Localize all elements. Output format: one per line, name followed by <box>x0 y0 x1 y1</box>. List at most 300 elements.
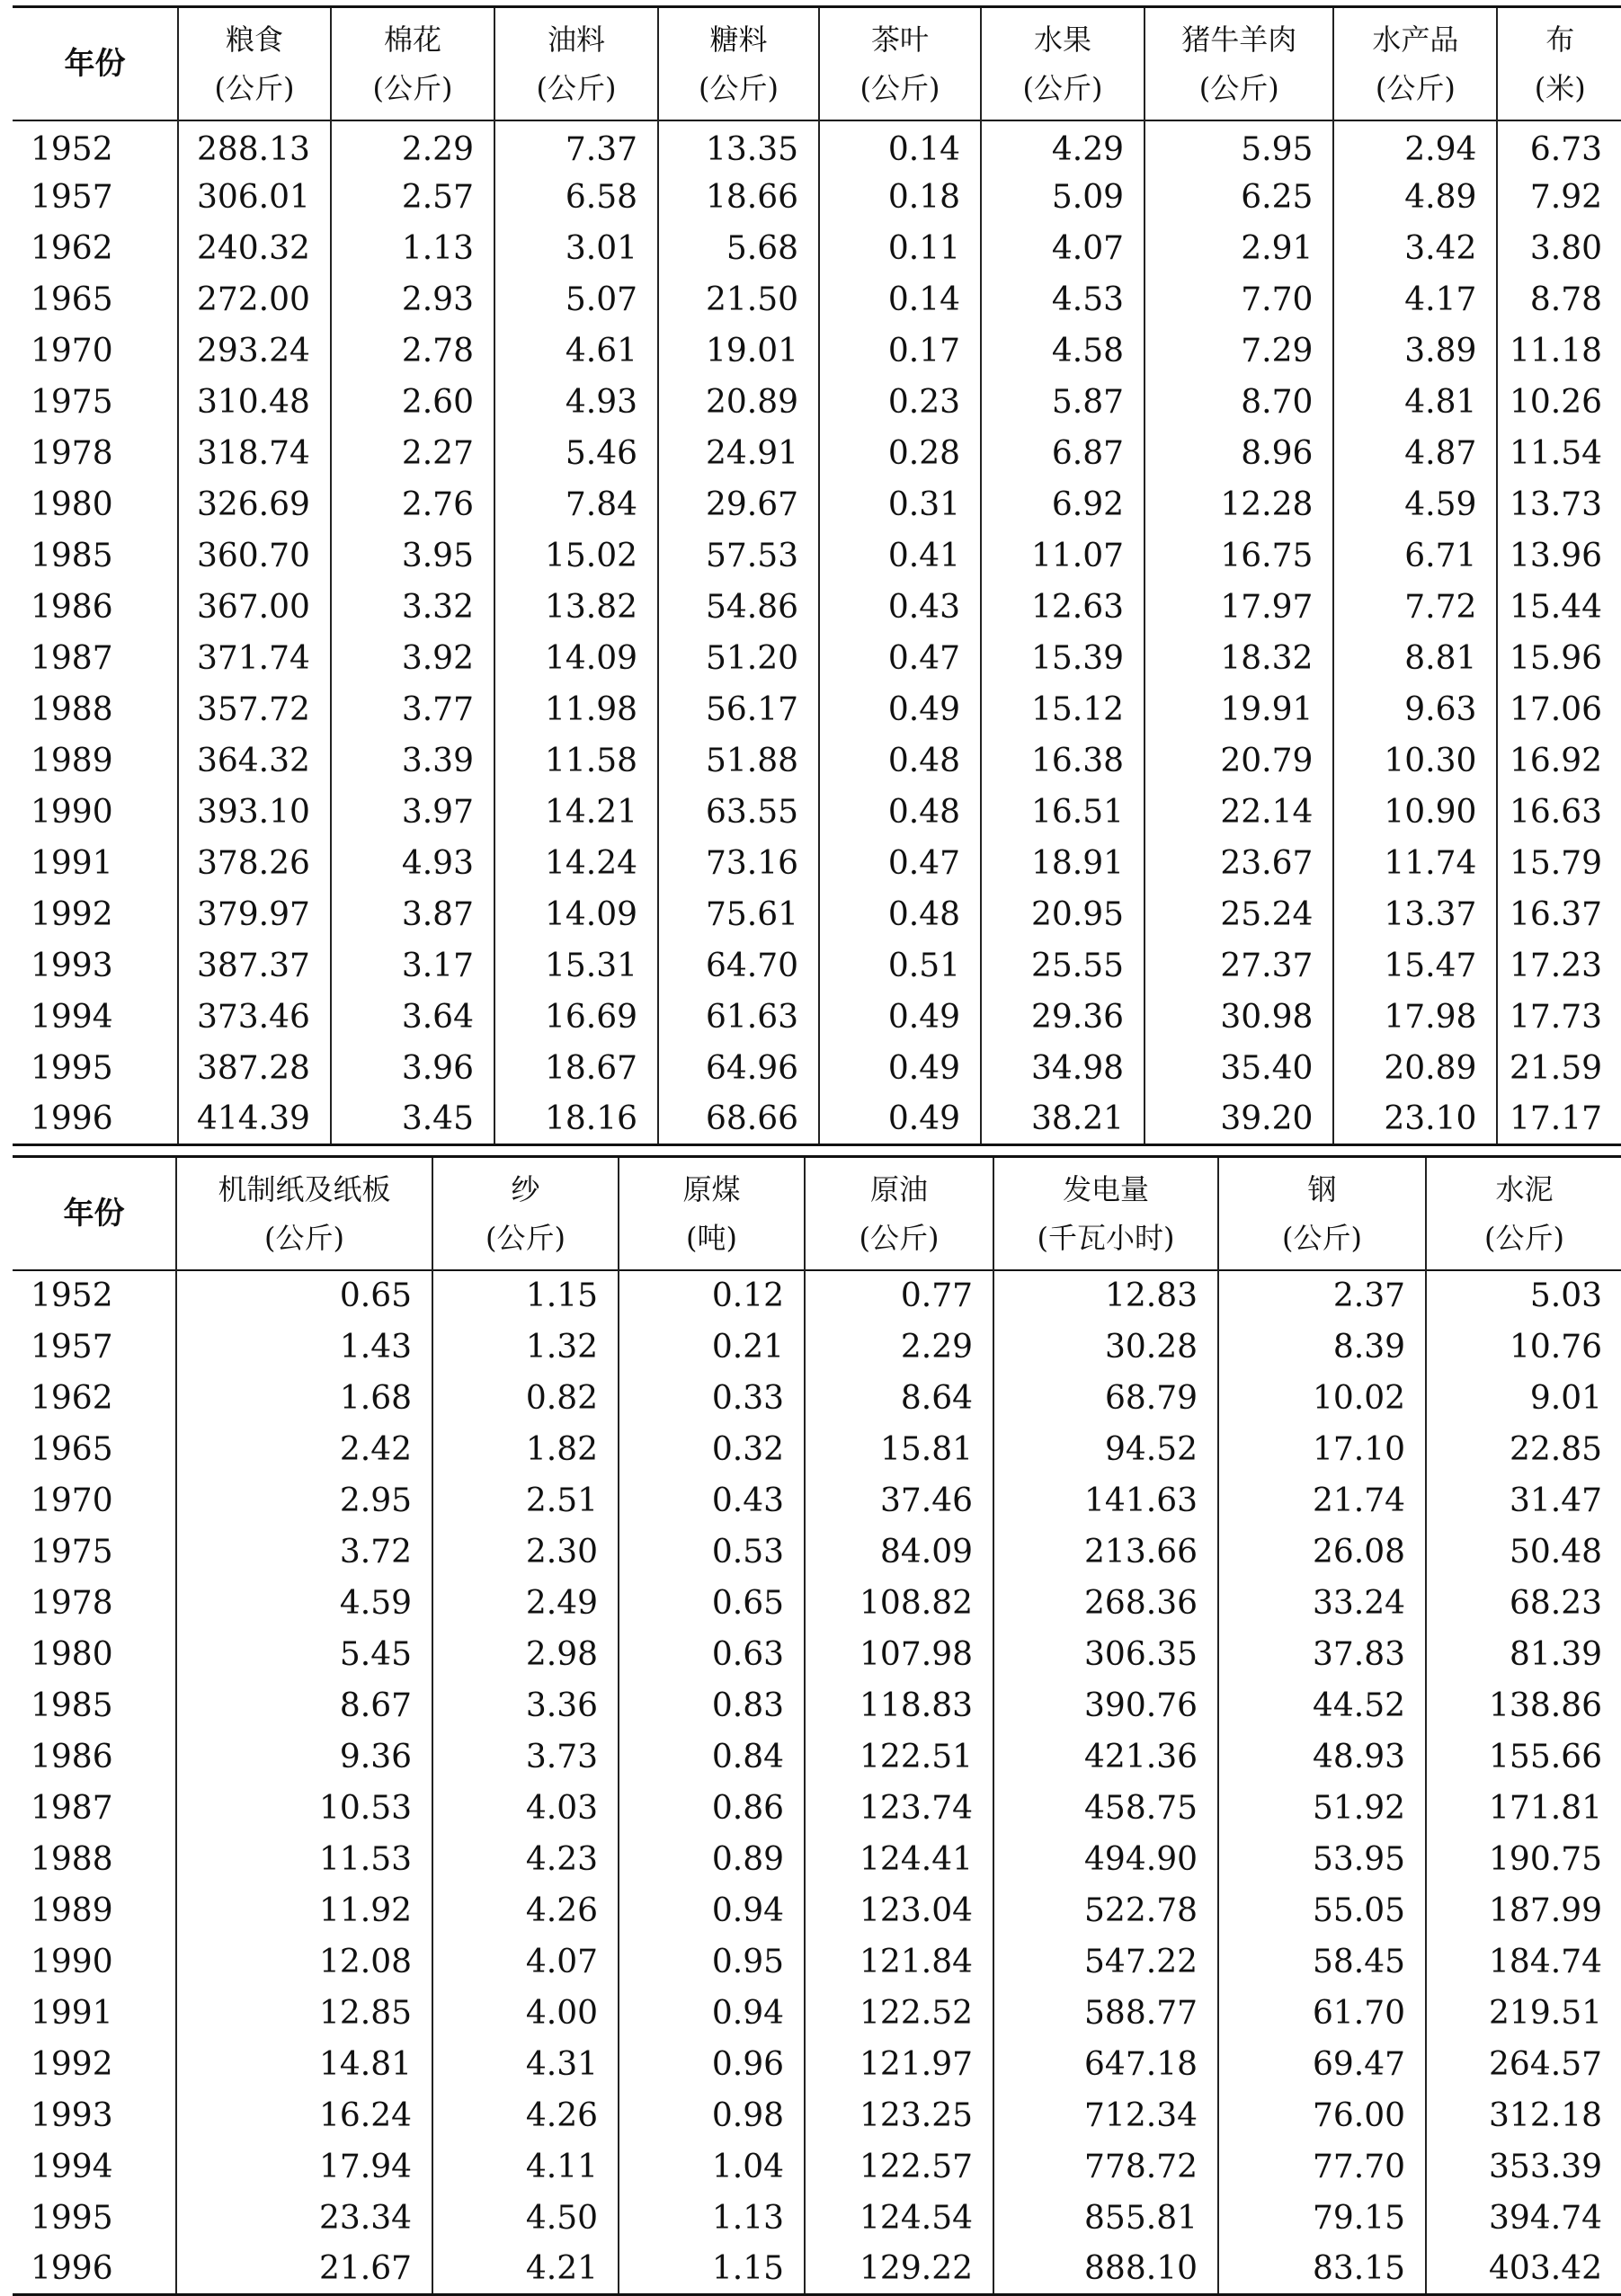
value-cell: 0.49 <box>819 1043 981 1094</box>
value-cell: 13.35 <box>658 120 819 172</box>
value-cell: 5.03 <box>1426 1270 1621 1322</box>
table-row <box>13 223 1621 274</box>
value-cell: 4.58 <box>981 325 1144 377</box>
table-row <box>13 1731 1621 1783</box>
value-cell: 51.92 <box>1218 1783 1426 1834</box>
value-cell: 18.67 <box>494 1043 658 1094</box>
value-cell: 1.82 <box>432 1424 619 1475</box>
table-row <box>13 274 1621 325</box>
value-cell: 6.92 <box>981 479 1144 530</box>
value-cell: 21.67 <box>176 2244 432 2295</box>
value-cell: 3.80 <box>1497 223 1621 274</box>
value-cell: 14.09 <box>494 633 658 684</box>
value-cell: 312.18 <box>1426 2090 1621 2141</box>
table-row <box>13 172 1621 223</box>
value-cell: 61.63 <box>658 992 819 1043</box>
value-cell: 34.98 <box>981 1043 1144 1094</box>
value-cell: 10.90 <box>1333 787 1497 838</box>
value-cell: 11.07 <box>981 530 1144 582</box>
column-header-label: 猪牛羊肉 <box>1181 22 1297 57</box>
value-cell: 10.53 <box>176 1783 432 1834</box>
value-cell: 13.37 <box>1333 889 1497 940</box>
value-cell: 7.70 <box>1144 274 1333 325</box>
value-cell: 15.39 <box>981 633 1144 684</box>
value-cell: 367.00 <box>178 582 331 633</box>
value-cell: 123.74 <box>805 1783 993 1834</box>
value-cell: 1.15 <box>432 1270 619 1322</box>
year-cell: 1952 <box>31 1277 113 1314</box>
value-cell: 353.39 <box>1426 2141 1621 2193</box>
value-cell: 68.66 <box>658 1094 819 1145</box>
year-cell: 1975 <box>31 383 113 421</box>
column-header-unit: (吨) <box>686 1220 737 1255</box>
value-cell: 0.12 <box>619 1270 805 1322</box>
year-cell: 1989 <box>31 1891 113 1929</box>
value-cell: 0.49 <box>819 1094 981 1145</box>
value-cell: 0.86 <box>619 1783 805 1834</box>
value-cell: 24.91 <box>658 428 819 479</box>
table-row <box>13 1094 1621 1145</box>
table-row <box>13 1834 1621 1885</box>
value-cell: 4.50 <box>432 2193 619 2244</box>
value-cell: 5.95 <box>1144 120 1333 172</box>
value-cell: 5.87 <box>981 377 1144 428</box>
year-cell: 1991 <box>31 1994 113 2032</box>
year-cell: 1996 <box>31 2249 113 2287</box>
value-cell: 0.32 <box>619 1424 805 1475</box>
value-cell: 83.15 <box>1218 2244 1426 2295</box>
value-cell: 31.47 <box>1426 1475 1621 1526</box>
table-row <box>13 2141 1621 2193</box>
column-header-label: 纱 <box>511 1171 540 1206</box>
value-cell: 11.58 <box>494 735 658 787</box>
value-cell: 0.53 <box>619 1526 805 1578</box>
industrial-products-table <box>13 1155 1621 2296</box>
value-cell: 94.52 <box>993 1424 1218 1475</box>
value-cell: 171.81 <box>1426 1783 1621 1834</box>
column-header-label: 发电量 <box>1062 1171 1149 1206</box>
value-cell: 2.78 <box>331 325 494 377</box>
value-cell: 318.74 <box>178 428 331 479</box>
value-cell: 79.15 <box>1218 2193 1426 2244</box>
column-header <box>993 1157 1218 1270</box>
value-cell: 2.37 <box>1218 1270 1426 1322</box>
table-row <box>13 1424 1621 1475</box>
column-header-unit: (公斤) <box>372 70 453 105</box>
column-header-unit: (公斤) <box>859 1220 940 1255</box>
value-cell: 15.12 <box>981 684 1144 735</box>
value-cell: 11.74 <box>1333 838 1497 889</box>
table-row <box>13 120 1621 172</box>
value-cell: 387.28 <box>178 1043 331 1094</box>
value-cell: 107.98 <box>805 1629 993 1680</box>
value-cell: 11.18 <box>1497 325 1621 377</box>
value-cell: 0.83 <box>619 1680 805 1731</box>
value-cell: 17.97 <box>1144 582 1333 633</box>
value-cell: 373.46 <box>178 992 331 1043</box>
value-cell: 123.25 <box>805 2090 993 2141</box>
value-cell: 647.18 <box>993 2039 1218 2090</box>
value-cell: 0.94 <box>619 1988 805 2039</box>
value-cell: 155.66 <box>1426 1731 1621 1783</box>
value-cell: 6.73 <box>1497 120 1621 172</box>
table-row <box>13 2193 1621 2244</box>
value-cell: 1.68 <box>176 1373 432 1424</box>
value-cell: 73.16 <box>658 838 819 889</box>
value-cell: 17.73 <box>1497 992 1621 1043</box>
value-cell: 3.36 <box>432 1680 619 1731</box>
value-cell: 393.10 <box>178 787 331 838</box>
table-body <box>13 120 1621 1145</box>
column-header-label: 原煤 <box>682 1171 741 1206</box>
value-cell: 17.98 <box>1333 992 1497 1043</box>
value-cell: 3.97 <box>331 787 494 838</box>
value-cell: 3.89 <box>1333 325 1497 377</box>
value-cell: 15.02 <box>494 530 658 582</box>
value-cell: 6.87 <box>981 428 1144 479</box>
per-capita-output-page <box>13 5 1621 2296</box>
table-row <box>13 582 1621 633</box>
year-cell: 1965 <box>31 1430 113 1468</box>
value-cell: 138.86 <box>1426 1680 1621 1731</box>
column-header-unit: (公斤) <box>1375 70 1456 105</box>
value-cell: 64.70 <box>658 940 819 992</box>
table-row <box>13 684 1621 735</box>
value-cell: 0.98 <box>619 2090 805 2141</box>
column-header-label: 粮食 <box>225 22 283 57</box>
value-cell: 0.14 <box>819 120 981 172</box>
value-cell: 16.37 <box>1497 889 1621 940</box>
value-cell: 184.74 <box>1426 1936 1621 1988</box>
value-cell: 458.75 <box>993 1783 1218 1834</box>
value-cell: 29.36 <box>981 992 1144 1043</box>
value-cell: 10.30 <box>1333 735 1497 787</box>
value-cell: 7.72 <box>1333 582 1497 633</box>
value-cell: 14.09 <box>494 889 658 940</box>
column-header <box>1497 7 1621 120</box>
value-cell: 4.93 <box>331 838 494 889</box>
value-cell: 123.04 <box>805 1885 993 1936</box>
value-cell: 0.48 <box>819 735 981 787</box>
value-cell: 44.52 <box>1218 1680 1426 1731</box>
value-cell: 190.75 <box>1426 1834 1621 1885</box>
column-header <box>658 7 819 120</box>
value-cell: 15.31 <box>494 940 658 992</box>
value-cell: 17.94 <box>176 2141 432 2193</box>
value-cell: 39.20 <box>1144 1094 1333 1145</box>
table-header-row <box>13 7 1621 120</box>
column-header <box>1144 7 1333 120</box>
value-cell: 494.90 <box>993 1834 1218 1885</box>
value-cell: 13.73 <box>1497 479 1621 530</box>
value-cell: 888.10 <box>993 2244 1218 2295</box>
value-cell: 38.21 <box>981 1094 1144 1145</box>
column-header-label: 茶叶 <box>870 22 929 57</box>
value-cell: 25.55 <box>981 940 1144 992</box>
table-row <box>13 1936 1621 1988</box>
value-cell: 4.07 <box>432 1936 619 1988</box>
value-cell: 3.77 <box>331 684 494 735</box>
value-cell: 0.11 <box>819 223 981 274</box>
value-cell: 17.23 <box>1497 940 1621 992</box>
value-cell: 10.76 <box>1426 1322 1621 1373</box>
value-cell: 0.21 <box>619 1322 805 1373</box>
value-cell: 84.09 <box>805 1526 993 1578</box>
value-cell: 3.96 <box>331 1043 494 1094</box>
year-cell: 1978 <box>31 1584 113 1622</box>
value-cell: 121.97 <box>805 2039 993 2090</box>
value-cell: 4.11 <box>432 2141 619 2193</box>
column-header <box>432 1157 619 1270</box>
value-cell: 2.27 <box>331 428 494 479</box>
value-cell: 11.54 <box>1497 428 1621 479</box>
value-cell: 6.58 <box>494 172 658 223</box>
column-header-unit: (千瓦小时) <box>1037 1220 1175 1255</box>
value-cell: 387.37 <box>178 940 331 992</box>
column-header <box>178 7 331 120</box>
column-header <box>494 7 658 120</box>
value-cell: 5.45 <box>176 1629 432 1680</box>
table-row <box>13 838 1621 889</box>
value-cell: 8.81 <box>1333 633 1497 684</box>
value-cell: 0.43 <box>819 582 981 633</box>
value-cell: 8.78 <box>1497 274 1621 325</box>
value-cell: 0.65 <box>619 1578 805 1629</box>
column-header-unit: (公斤) <box>214 70 295 105</box>
year-cell: 1952 <box>31 131 113 168</box>
value-cell: 547.22 <box>993 1936 1218 1988</box>
value-cell: 4.31 <box>432 2039 619 2090</box>
value-cell: 15.44 <box>1497 582 1621 633</box>
column-header-label: 糖料 <box>709 22 768 57</box>
column-header-label: 水果 <box>1034 22 1092 57</box>
year-cell: 1957 <box>31 1328 113 1366</box>
value-cell: 16.75 <box>1144 530 1333 582</box>
value-cell: 421.36 <box>993 1731 1218 1783</box>
value-cell: 75.61 <box>658 889 819 940</box>
value-cell: 371.74 <box>178 633 331 684</box>
column-header-unit: (公斤) <box>485 1220 566 1255</box>
table-row <box>13 377 1621 428</box>
value-cell: 11.92 <box>176 1885 432 1936</box>
year-cell: 1985 <box>31 537 113 574</box>
value-cell: 12.85 <box>176 1988 432 2039</box>
value-cell: 0.82 <box>432 1373 619 1424</box>
value-cell: 54.86 <box>658 582 819 633</box>
value-cell: 51.20 <box>658 633 819 684</box>
value-cell: 394.74 <box>1426 2193 1621 2244</box>
value-cell: 4.89 <box>1333 172 1497 223</box>
value-cell: 18.16 <box>494 1094 658 1145</box>
value-cell: 4.53 <box>981 274 1144 325</box>
value-cell: 8.96 <box>1144 428 1333 479</box>
table-row <box>13 940 1621 992</box>
value-cell: 3.17 <box>331 940 494 992</box>
column-header <box>805 1157 993 1270</box>
value-cell: 18.32 <box>1144 633 1333 684</box>
column-header-unit: (米) <box>1534 70 1586 105</box>
value-cell: 122.57 <box>805 2141 993 2193</box>
value-cell: 35.40 <box>1144 1043 1333 1094</box>
value-cell: 1.43 <box>176 1322 432 1373</box>
value-cell: 0.84 <box>619 1731 805 1783</box>
value-cell: 23.67 <box>1144 838 1333 889</box>
value-cell: 11.53 <box>176 1834 432 1885</box>
column-header <box>1218 1157 1426 1270</box>
year-cell: 1980 <box>31 1635 113 1673</box>
value-cell: 81.39 <box>1426 1629 1621 1680</box>
value-cell: 124.54 <box>805 2193 993 2244</box>
value-cell: 0.28 <box>819 428 981 479</box>
value-cell: 4.00 <box>432 1988 619 2039</box>
value-cell: 3.32 <box>331 582 494 633</box>
table-row <box>13 2090 1621 2141</box>
column-header <box>1426 1157 1621 1270</box>
value-cell: 7.37 <box>494 120 658 172</box>
table-row <box>13 1783 1621 1834</box>
table-row <box>13 1373 1621 1424</box>
value-cell: 8.39 <box>1218 1322 1426 1373</box>
value-cell: 4.87 <box>1333 428 1497 479</box>
value-cell: 14.24 <box>494 838 658 889</box>
value-cell: 240.32 <box>178 223 331 274</box>
year-cell: 1980 <box>31 485 113 523</box>
value-cell: 2.42 <box>176 1424 432 1475</box>
value-cell: 2.29 <box>331 120 494 172</box>
column-header <box>981 7 1144 120</box>
year-cell: 1978 <box>31 434 113 472</box>
value-cell: 15.81 <box>805 1424 993 1475</box>
value-cell: 219.51 <box>1426 1988 1621 2039</box>
value-cell: 2.76 <box>331 479 494 530</box>
value-cell: 18.91 <box>981 838 1144 889</box>
value-cell: 378.26 <box>178 838 331 889</box>
value-cell: 26.08 <box>1218 1526 1426 1578</box>
table-row <box>13 1475 1621 1526</box>
value-cell: 390.76 <box>993 1680 1218 1731</box>
year-cell: 1962 <box>31 229 113 267</box>
value-cell: 4.59 <box>1333 479 1497 530</box>
value-cell: 0.47 <box>819 633 981 684</box>
value-cell: 16.24 <box>176 2090 432 2141</box>
value-cell: 20.89 <box>658 377 819 428</box>
column-header-unit: (公斤) <box>699 70 779 105</box>
value-cell: 1.13 <box>331 223 494 274</box>
value-cell: 27.37 <box>1144 940 1333 992</box>
value-cell: 588.77 <box>993 1988 1218 2039</box>
value-cell: 5.07 <box>494 274 658 325</box>
year-cell: 1986 <box>31 588 113 626</box>
value-cell: 17.10 <box>1218 1424 1426 1475</box>
column-header-label: 年份 <box>64 45 126 82</box>
table-row <box>13 530 1621 582</box>
value-cell: 855.81 <box>993 2193 1218 2244</box>
value-cell: 522.78 <box>993 1885 1218 1936</box>
value-cell: 3.64 <box>331 992 494 1043</box>
value-cell: 357.72 <box>178 684 331 735</box>
value-cell: 0.33 <box>619 1373 805 1424</box>
value-cell: 122.51 <box>805 1731 993 1783</box>
value-cell: 4.03 <box>432 1783 619 1834</box>
value-cell: 2.98 <box>432 1629 619 1680</box>
table-row <box>13 787 1621 838</box>
value-cell: 0.41 <box>819 530 981 582</box>
value-cell: 19.91 <box>1144 684 1333 735</box>
year-column-header <box>13 7 178 120</box>
column-header <box>176 1157 432 1270</box>
year-cell: 1962 <box>31 1379 113 1417</box>
value-cell: 10.26 <box>1497 377 1621 428</box>
value-cell: 0.51 <box>819 940 981 992</box>
year-cell: 1970 <box>31 332 113 369</box>
value-cell: 30.98 <box>1144 992 1333 1043</box>
value-cell: 9.01 <box>1426 1373 1621 1424</box>
value-cell: 0.23 <box>819 377 981 428</box>
table-row <box>13 325 1621 377</box>
value-cell: 1.04 <box>619 2141 805 2193</box>
value-cell: 122.52 <box>805 1988 993 2039</box>
value-cell: 2.91 <box>1144 223 1333 274</box>
value-cell: 118.83 <box>805 1680 993 1731</box>
value-cell: 9.36 <box>176 1731 432 1783</box>
value-cell: 0.96 <box>619 2039 805 2090</box>
column-header-label: 油料 <box>547 22 605 57</box>
value-cell: 124.41 <box>805 1834 993 1885</box>
value-cell: 56.17 <box>658 684 819 735</box>
table-row <box>13 735 1621 787</box>
value-cell: 15.96 <box>1497 633 1621 684</box>
value-cell: 4.29 <box>981 120 1144 172</box>
value-cell: 20.95 <box>981 889 1144 940</box>
year-cell: 1990 <box>31 793 113 831</box>
table-row <box>13 1578 1621 1629</box>
agricultural-products-table <box>13 5 1621 1146</box>
value-cell: 288.13 <box>178 120 331 172</box>
value-cell: 55.05 <box>1218 1885 1426 1936</box>
value-cell: 268.36 <box>993 1578 1218 1629</box>
value-cell: 14.21 <box>494 787 658 838</box>
value-cell: 22.85 <box>1426 1424 1621 1475</box>
value-cell: 6.25 <box>1144 172 1333 223</box>
value-cell: 5.09 <box>981 172 1144 223</box>
value-cell: 4.81 <box>1333 377 1497 428</box>
value-cell: 20.89 <box>1333 1043 1497 1094</box>
year-cell: 1957 <box>31 178 113 216</box>
value-cell: 48.93 <box>1218 1731 1426 1783</box>
table-body <box>13 1270 1621 2295</box>
value-cell: 0.48 <box>819 889 981 940</box>
value-cell: 7.92 <box>1497 172 1621 223</box>
value-cell: 379.97 <box>178 889 331 940</box>
value-cell: 4.26 <box>432 1885 619 1936</box>
value-cell: 108.82 <box>805 1578 993 1629</box>
value-cell: 58.45 <box>1218 1936 1426 1988</box>
column-header <box>819 7 981 120</box>
value-cell: 0.89 <box>619 1834 805 1885</box>
table-row <box>13 1680 1621 1731</box>
value-cell: 3.87 <box>331 889 494 940</box>
value-cell: 3.95 <box>331 530 494 582</box>
year-cell: 1992 <box>31 895 113 933</box>
value-cell: 17.06 <box>1497 684 1621 735</box>
value-cell: 12.28 <box>1144 479 1333 530</box>
column-header-label: 水产品 <box>1372 22 1459 57</box>
year-cell: 1993 <box>31 947 113 984</box>
value-cell: 0.49 <box>819 992 981 1043</box>
table-row <box>13 889 1621 940</box>
value-cell: 21.74 <box>1218 1475 1426 1526</box>
year-cell: 1988 <box>31 1840 113 1878</box>
